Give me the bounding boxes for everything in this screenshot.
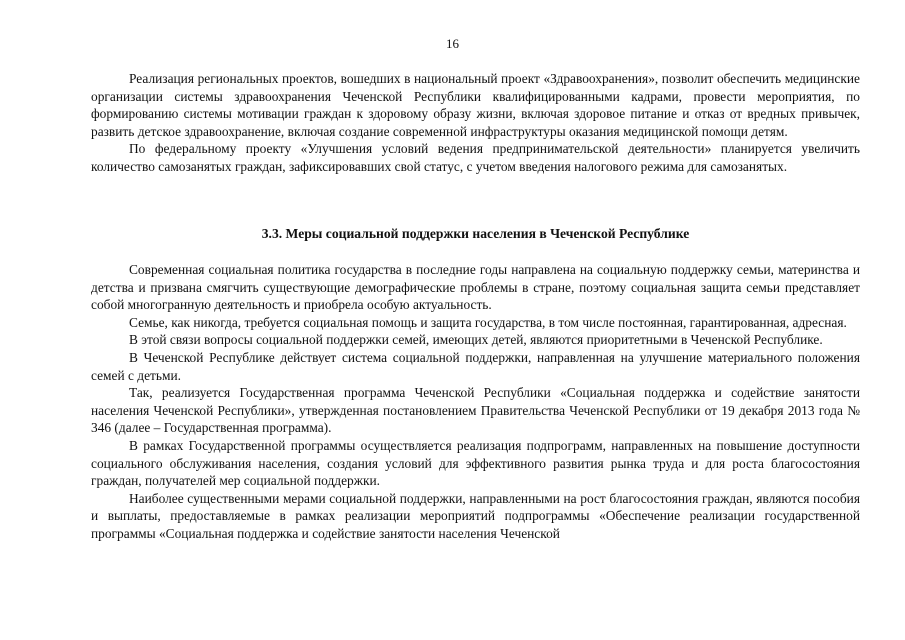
paragraph-healthcare-projects: Реализация региональных проектов, вошедших в национальный проект «Здравоохранения», позволит обеспечить медицинские организации системы здравоохранения Чеченской Республики квалифицированными кадрами, провести мероприятия, по формированию системы мотивации граждан к здоровому образу жизни, включая здоровое питание и отказ от вредных привычек, развить детское здравоохранение, включая создание современной инфраструктуры оказания медицинской помощи детям. xyxy=(91,71,860,139)
paragraph-subprograms: В рамках Государственной программы осуществляется реализация подпрограмм, направленных на повышение доступности социального обслуживания населения, создания условий для эффективного развития рынка труда и для роста благосостояния граждан, получателей мер социальной поддержки. xyxy=(91,437,860,489)
section-heading: 3.3. Меры социальной поддержки населения в Чеченской Республике xyxy=(261,226,690,241)
page-number: 16 xyxy=(446,36,459,51)
paragraph-family-support: Семье, как никогда, требуется социальная помощь и защита государства, в том числе постоянная, гарантированная, адресная. xyxy=(129,314,847,330)
intro-text-block xyxy=(91,70,860,176)
paragraph-self-employed: По федеральному проекту «Улучшения условий ведения предпринимательской деятельности» планируется увеличить количество самозанятых граждан, зафиксировавших свой статус, с учетом введения налогового режима для самозанятых. xyxy=(91,141,860,174)
paragraph-state-program: Так, реализуется Государственная программа Чеченской Республики «Социальная поддержка и содействие занятости населения Чеченской Республики», утвержденная постановлением Правительства Чеченской Республики от 19 декабря 2013 года № 346 (далее – Государственная программа). xyxy=(91,385,860,436)
section-text-block xyxy=(91,261,860,543)
paragraph-social-policy: Современная социальная политика государства в последние годы направлена на социальную поддержку семьи, материнства и детства и призвана смягчить существующие демографические проблемы в стране, поэтому социальная защита семьи представляет собой многогранную деятельность и приобрела особую актуальность. xyxy=(91,262,860,313)
paragraph-benefits: Наиболее существенными мерами социальной поддержки, направленными на рост благосостояния граждан, являются пособия и выплаты, предоставляемые в рамках реализации мероприятий подпрограммы «Обеспечение реализации государственной программы «Социальная поддержка и содействие занятости населения Чеченской xyxy=(91,490,860,541)
paragraph-priority-issues: В этой связи вопросы социальной поддержки семей, имеющих детей, являются приоритетными в Чеченской Республике. xyxy=(129,332,823,348)
paragraph-support-system: В Чеченской Республике действует система социальной поддержки, направленная на улучшение материального положения семей с детьми. xyxy=(91,349,860,383)
